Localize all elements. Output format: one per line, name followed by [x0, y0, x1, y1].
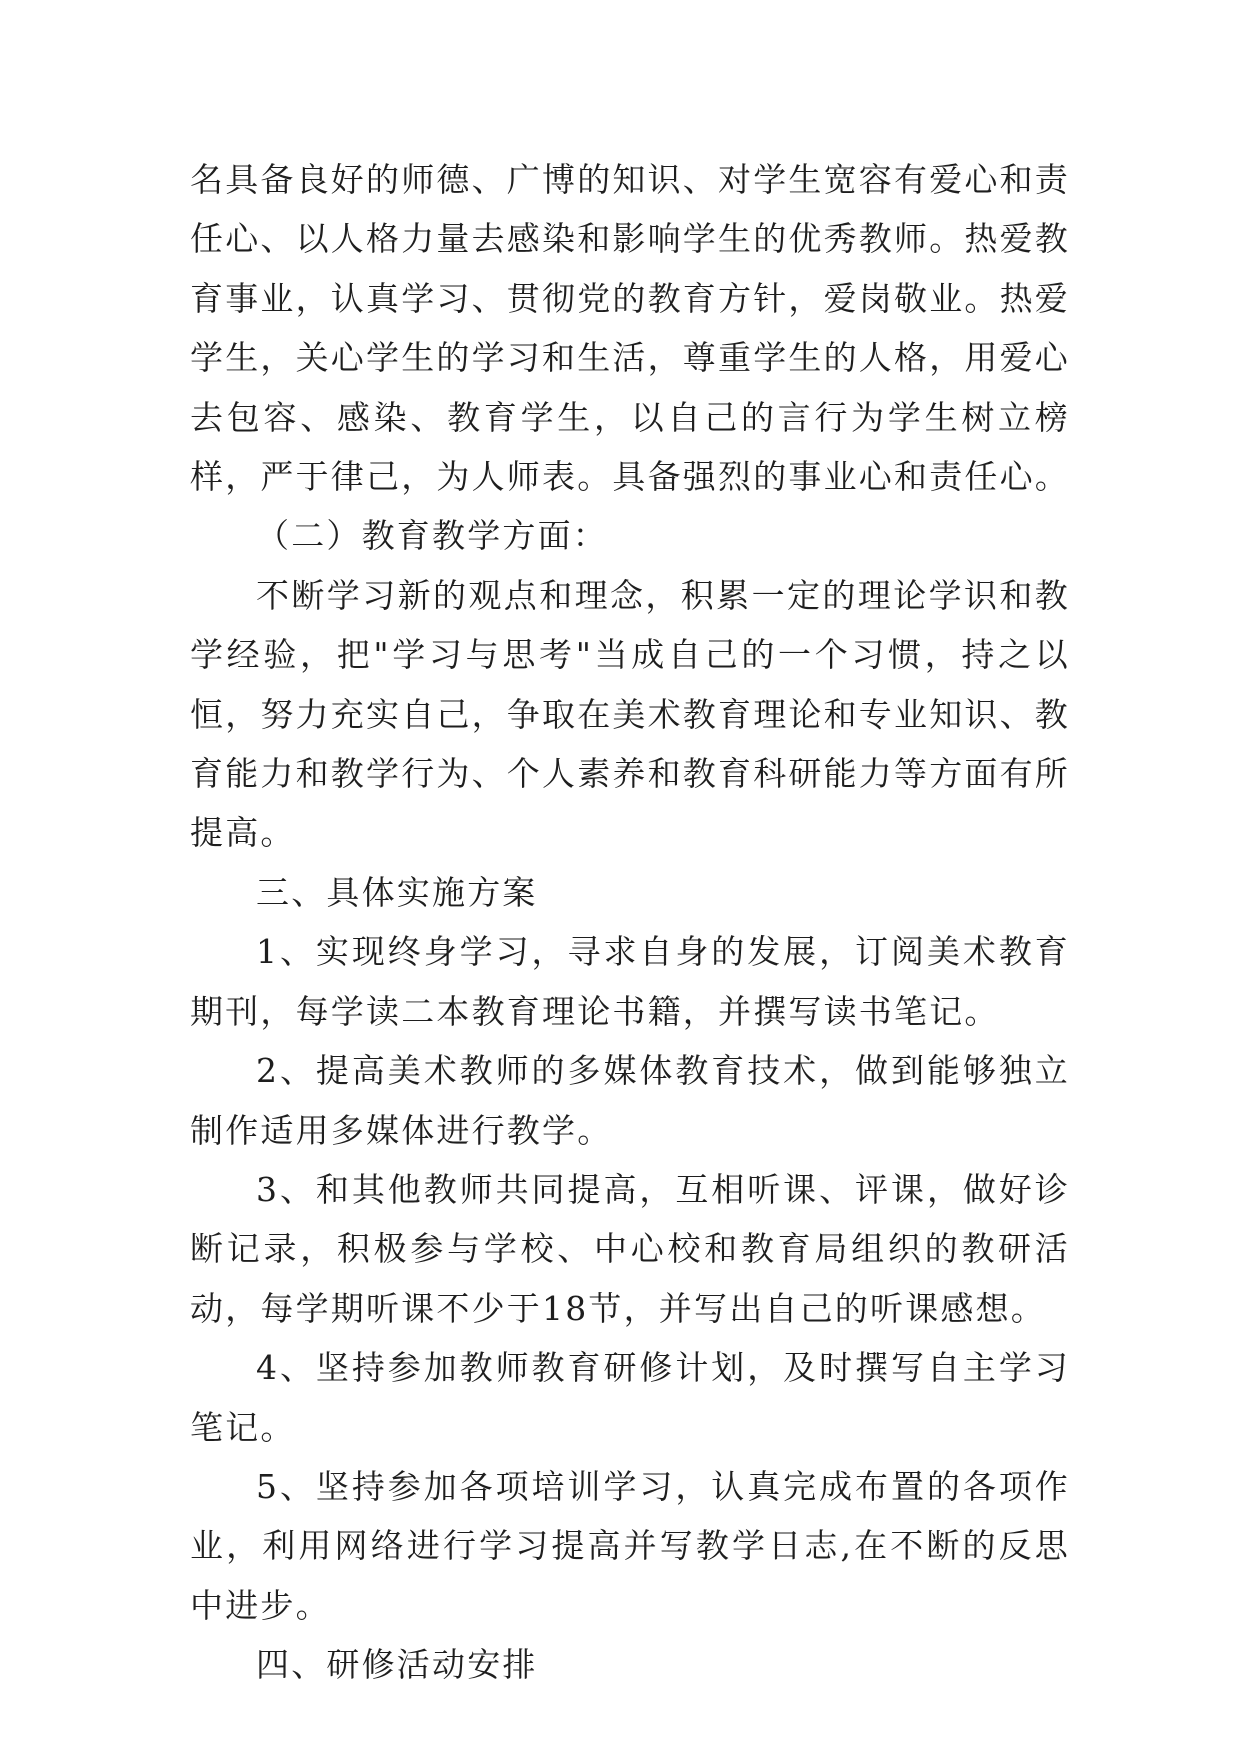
paragraph-teaching: 不断学习新的观点和理念，积累一定的理论学识和教学经验，把"学习与思考"当成自己的一个习惯，持之以恒，努力充实自己，争取在美术教育理论和专业知识、教育能力和教学行为、个人素养和教育科研能力等方面有所提高。 [190, 575, 1070, 853]
paragraph-teacher-ethics: 名具备良好的师德、广博的知识、对学生宽容有爱心和责任心、以人格力量去感染和影响学生的优秀教师。热爱教育事业，认真学习、贯彻党的教育方针，爱岗敬业。热爱学生，关心学生的学习和生活，尊重学生的人格，用爱心去包容、感染、教育学生，以自己的言行为学生树立榜样，严于律己，为人师表。具备强烈的事业心和责任心。 [190, 160, 1070, 497]
section-heading-implementation: 三、具体实施方案 [256, 872, 538, 912]
list-item-1: 1、实现终身学习，寻求自身的发展，订阅美术教育期刊，每学读二本教育理论书籍，并撰写读书笔记。 [190, 932, 1070, 1031]
list-item-4: 4、坚持参加教师教育研修计划，及时撰写自主学习笔记。 [190, 1348, 1070, 1447]
list-item-2: 2、提高美术教师的多媒体教育技术，做到能够独立制作适用多媒体进行教学。 [190, 1051, 1070, 1150]
section-heading-activities: 四、研修活动安排 [256, 1645, 538, 1685]
list-item-5: 5、坚持参加各项培训学习，认真完成布置的各项作业，利用网络进行学习提高并写教学日志,在不断的反思中进步。 [190, 1466, 1070, 1625]
document-body [190, 150, 1070, 1695]
section-heading-teaching: （二）教育教学方面： [256, 516, 608, 556]
list-item-3: 3、和其他教师共同提高，互相听课、评课，做好诊断记录，积极参与学校、中心校和教育局组织的教研活动，每学期听课不少于18节，并写出自己的听课感想。 [190, 1169, 1070, 1328]
